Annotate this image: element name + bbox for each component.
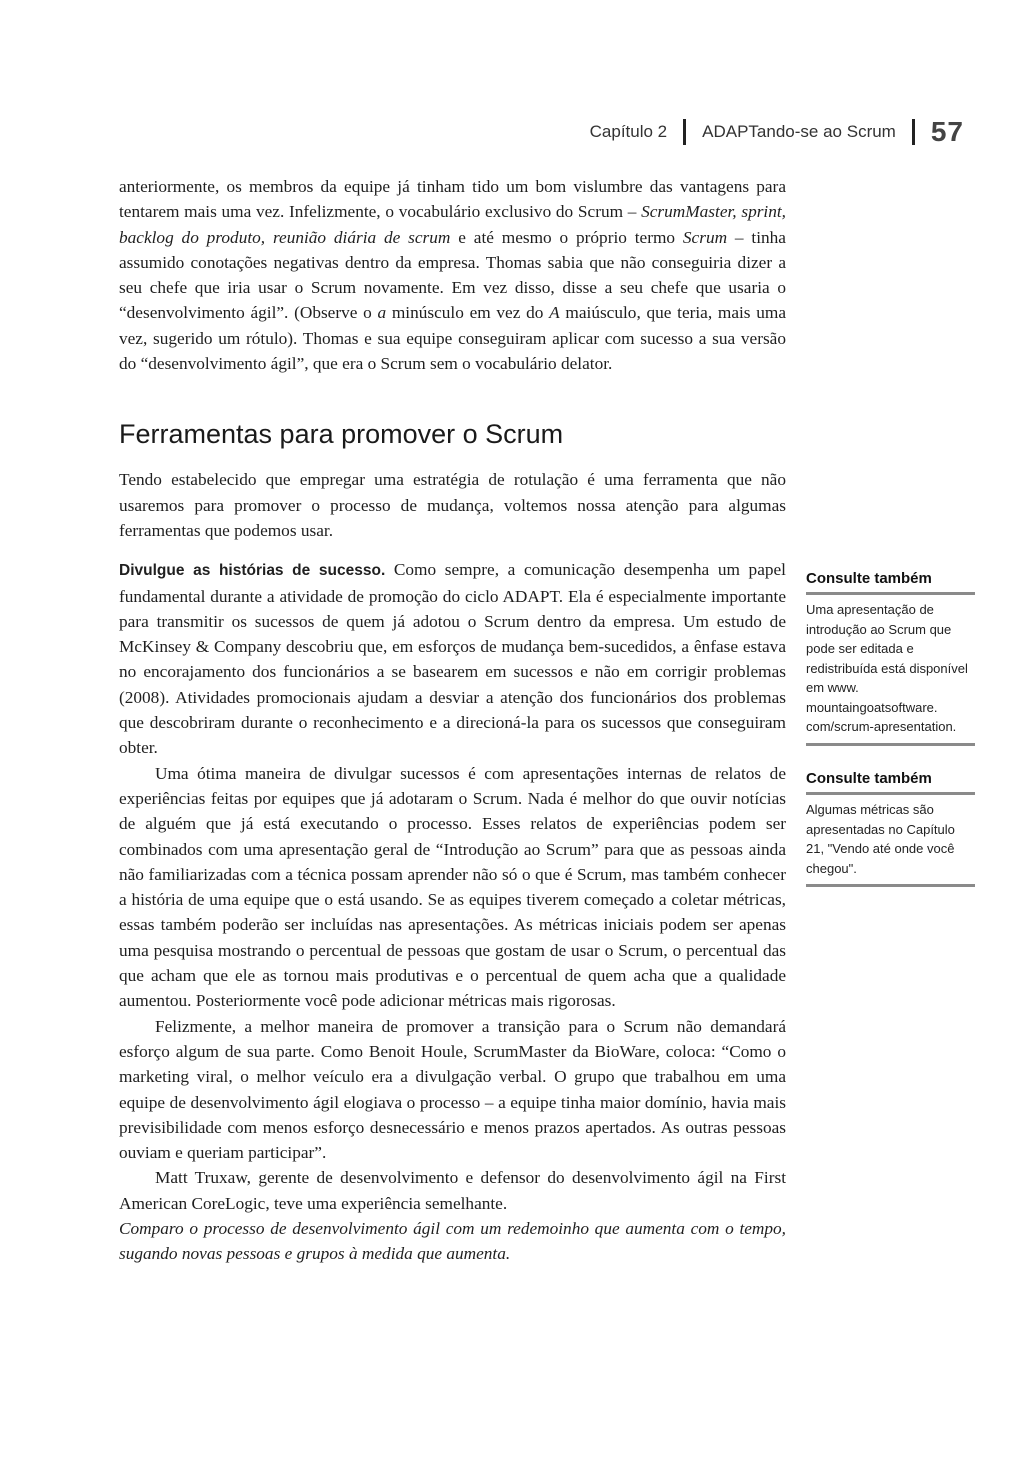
sidebar-note bbox=[806, 570, 975, 746]
paragraph: Felizmente, a melhor maneira de promover a transição para o Scrum não demandará esforço algum de sua parte. Como Benoit Houle, ScrumMaster da BioWare, coloca: “Como o marketing viral, o melhor veículo era a divulgação verbal. O grupo que trabalhou em uma equipe de desenvolvimento ágil elogiava o processo – a equipe tinha maior domínio, havia mais previsibilidade com menos esforço desnecessário e menos prazos apertados. As outras pessoas ouviam e queriam participar”. bbox=[119, 1016, 786, 1163]
paragraph: Divulgue as histórias de sucesso. Como sempre, a comunicação desempenha um papel fundamental durante a atividade de promoção do ciclo ADAPT. Ela é especialmente importante para transmitir os sucessos de quem já adotou o Scrum dentro da empresa. Um estudo de McKinsey & Company descobriu que, em esforços de mudança bem-sucedidos, a ênfase estava no encorajamento dos funcionários a se basearem em sucessos e não em corrigir problemas (2008). Atividades promocionais ajudam a desviar a atenção dos funcionários dos problemas que descobriram durante o reconhecimento e a direcioná-la para os sucessos que conseguiram obter. bbox=[119, 560, 786, 758]
paragraph: Uma ótima maneira de divulgar sucessos é com apresentações internas de relatos de experiências feitas por equipes que já adotaram o Scrum. Nada é melhor do que ouvir notícias de alguém que já está executando o processo. Esses relatos de experiências podem ser combinados com uma apresentação geral de “Introdução ao Scrum” para que as pessoas ainda não familiarizadas com a técnica possam aprender não só o que é Scrum, mas também conhecer a história de uma equipe que o está usando. Se as equipes tiverem começado a coletar métricas, essas também poderão ser incluídas nas apresentações. As métricas iniciais podem ser apenas uma pesquisa mostrando o percentual de pessoas que gostam de usar o Scrum, o percentual das que acham que ele as tornou mais produtivas e o percentual de quem acha que a qualidade aumentou. Posteriormente você pode adicionar métricas mais rigorosas. bbox=[119, 763, 786, 1011]
sidebar-text: Uma apresentação de introdução ao Scrum que pode ser editada e redistribuída está disponível em www. mountaingoatsoftware. com/scrum-apresentation. bbox=[806, 602, 968, 734]
emphasis: ScrumMaster, sprint, backlog do produto, reunião diária de scrum bbox=[119, 202, 786, 247]
run-in-heading: Divulgue as histórias de sucesso. bbox=[119, 562, 386, 580]
header-divider bbox=[912, 119, 915, 145]
emphasis: Scrum bbox=[682, 227, 728, 247]
sidebar-title: Consulte também bbox=[806, 770, 975, 795]
emphasis: A bbox=[549, 303, 560, 323]
chapter-label: Capítulo 2 bbox=[589, 122, 668, 141]
section-label: ADAPTando-se ao Scrum bbox=[702, 122, 896, 141]
emphasis: a bbox=[377, 303, 387, 323]
header-divider bbox=[683, 119, 686, 145]
block-quote: Comparo o processo de desenvolvimento ágil com um redemoinho que aumenta com o tempo, sugando novas pessoas e grupos à medida que aumenta. bbox=[119, 1218, 786, 1264]
sidebar-text: Algumas métricas são apresentadas no Capítulo 21, "Vendo até onde você chegou". bbox=[806, 802, 955, 876]
main-text-column bbox=[119, 174, 786, 1267]
running-header bbox=[590, 116, 964, 148]
paragraph: Matt Truxaw, gerente de desenvolvimento e defensor do desenvolvimento ágil na First American CoreLogic, teve uma experiência semelhante. bbox=[119, 1168, 786, 1213]
sidebar-note bbox=[806, 770, 975, 887]
paragraph: anteriormente, os membros da equipe já tinham tido um bom vislumbre das vantagens para tentarem mais uma vez. Infelizmente, o vocabulário exclusivo do Scrum – ScrumMaster, sprint, backlog do produto, reunião diária de scrum e até mesmo o próprio termo Scrum – tinha assumido conotações negativas dentro da empresa. Thomas sabia que não conseguiria dizer a seu chefe que iria usar o Scrum novamente. Em vez disso, disse a seu chefe que usaria o “desenvolvimento ágil”. (Observe o a minúsculo em vez do A maiúsculo, que teria, mais uma vez, sugerido um rótulo). Thomas e sua equipe conseguiram aplicar com sucesso a sua versão do “desenvolvimento ágil”, que era o Scrum sem o vocabulário delator. bbox=[119, 177, 786, 374]
sidebar-title: Consulte também bbox=[806, 570, 975, 595]
page-number: 57 bbox=[930, 116, 964, 147]
section-heading: Ferramentas para promover o Scrum bbox=[119, 419, 564, 450]
paragraph: Tendo estabelecido que empregar uma estratégia de rotulação é uma ferramenta que não usaremos para promover o processo de mudança, voltemos nossa atenção para algumas ferramentas que podemos usar. bbox=[119, 470, 786, 540]
